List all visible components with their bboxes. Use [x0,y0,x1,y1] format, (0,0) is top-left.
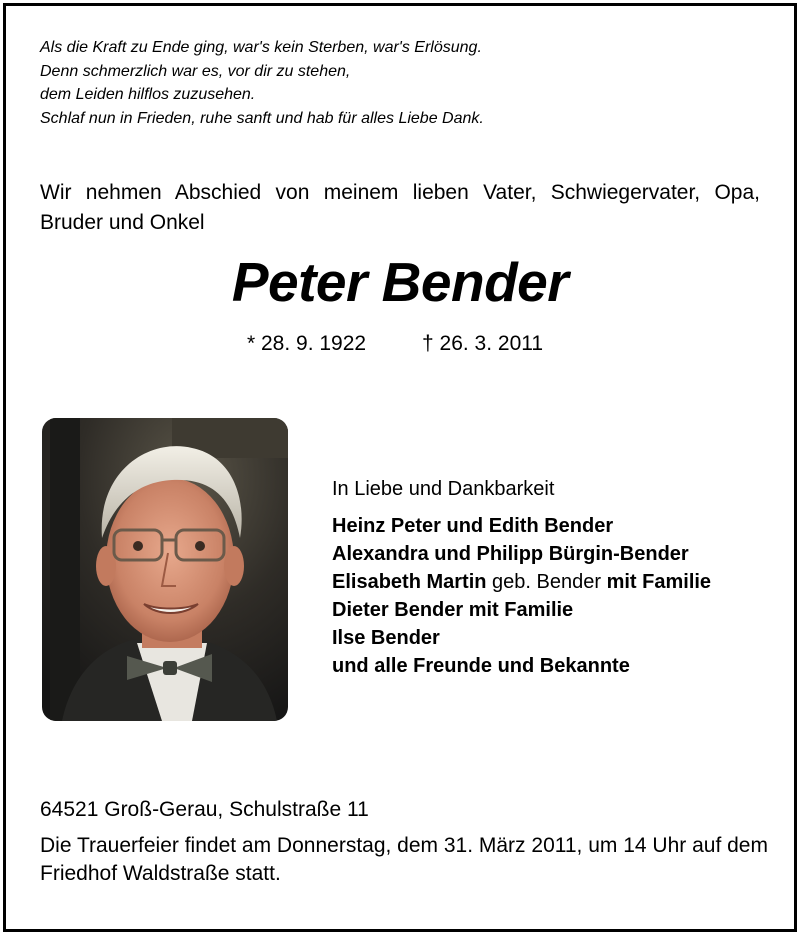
mourner-entry [332,568,711,596]
mourners-lead: In Liebe und Dankbarkeit [332,478,555,500]
funeral-info: Die Trauerfeier findet am Donnerstag, dem 31. März 2011, um 14 Uhr auf dem Friedhof Waldstraße statt. [40,834,768,885]
death-date: † 26. 3. 2011 [422,332,544,355]
mourner-family: mit Familie [606,571,712,593]
poem [40,36,484,130]
poem-line: Als die Kraft zu Ende ging, war's kein Sterben, war's Erlösung. [40,39,482,56]
deceased-name: Peter Bender [231,251,569,313]
poem-line: Denn schmerzlich war es, vor dir zu stehen, [40,62,351,80]
intro-line: Wir nehmen Abschied von meinem lieben Vater, Schwiegervater, Opa, [40,181,760,204]
mourner-entry: Heinz Peter und Edith Bender [332,515,614,537]
farewell-intro [40,178,760,238]
mourner-birth-name: geb. Bender [486,571,607,593]
mourner-entry: Alexandra und Philipp Bürgin-Bender [332,543,689,565]
family-address: 64521 Groß-Gerau, Schulstraße 11 [40,798,369,821]
portrait-photo [42,418,288,721]
poem-line: Schlaf nun in Frieden, ruhe sanft und hab für alles Liebe Dank. [40,109,484,127]
mourners-list [332,478,711,680]
birth-date: * 28. 9. 1922 [247,332,367,355]
mourner-entry: und alle Freunde und Bekannte [332,655,630,677]
mourner-entry: Dieter Bender mit Familie [332,599,574,621]
mourner-name: Elisabeth Martin [332,571,487,593]
intro-line: Bruder und Onkel [40,211,205,234]
poem-line: dem Leiden hilflos zuzusehen. [40,86,256,103]
mourner-entry: Ilse Bender [332,627,440,649]
